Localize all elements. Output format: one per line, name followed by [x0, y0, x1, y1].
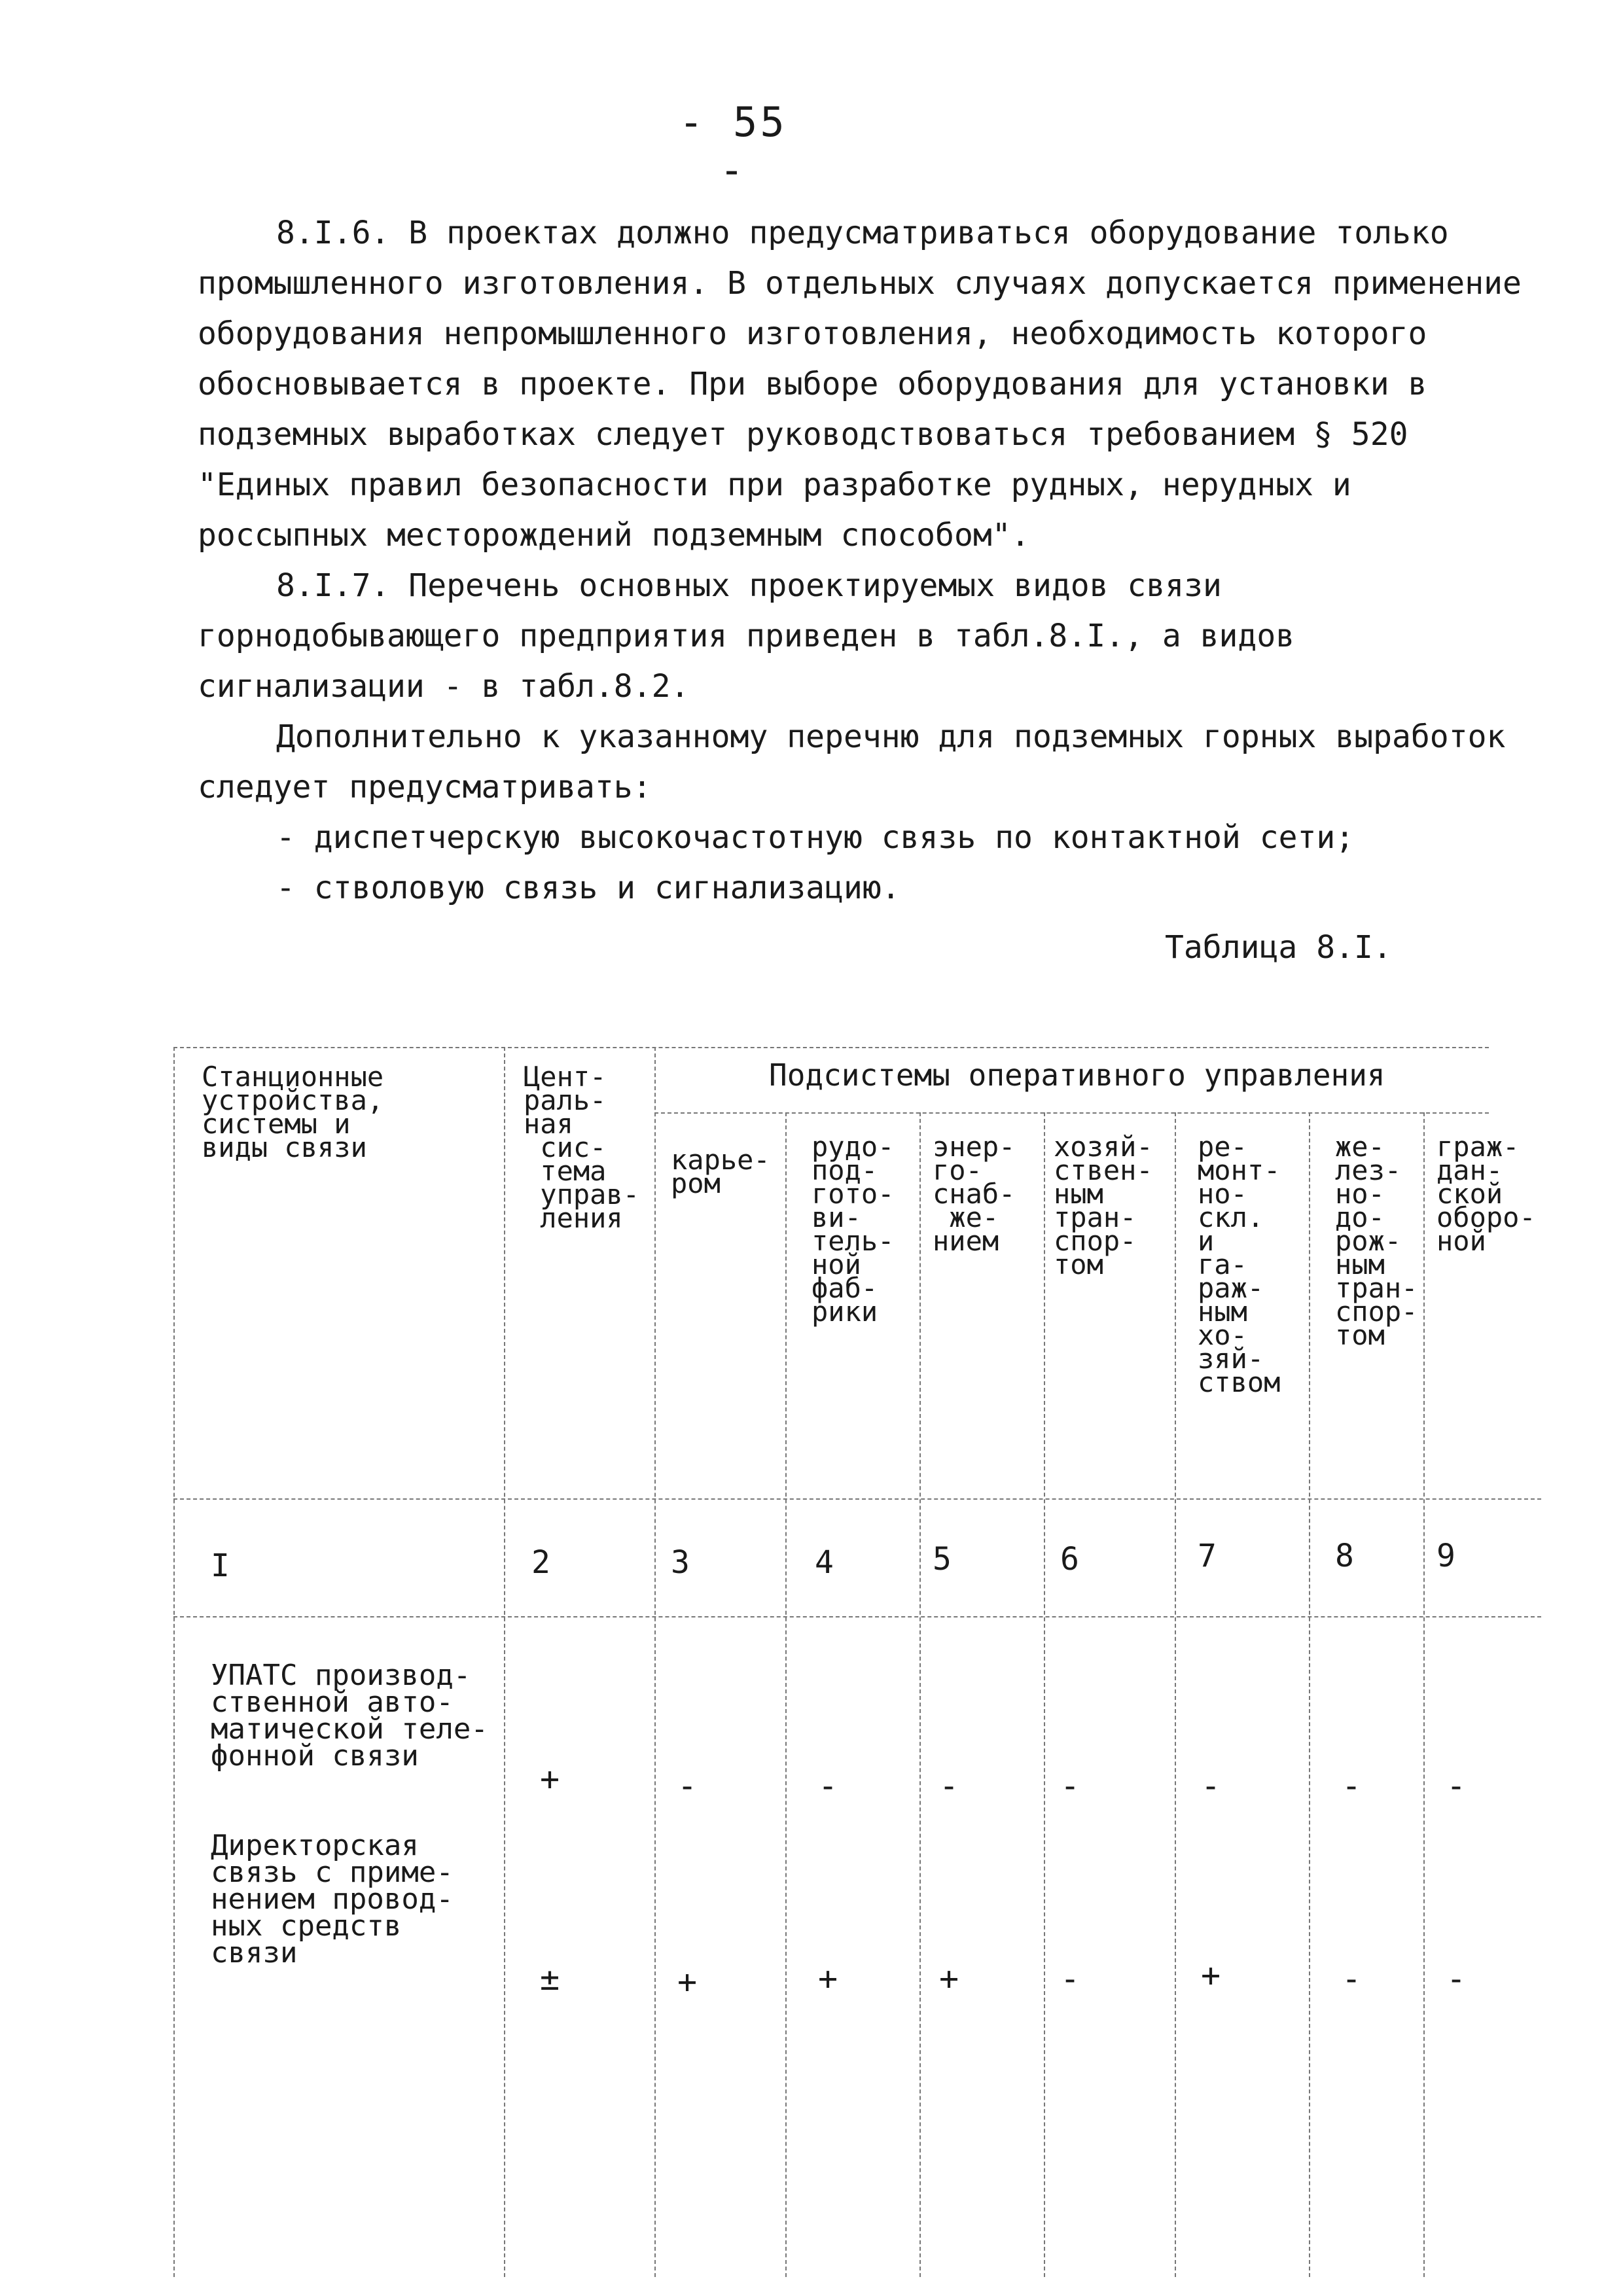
table-cell: -: [1446, 1767, 1467, 1805]
table-rule: [173, 1498, 1541, 1500]
table-rule: [785, 1112, 787, 2277]
table-cell: +: [677, 1963, 698, 2001]
column-header: Станционные устройства, системы и виды связи: [202, 1061, 384, 1163]
column-number: 4: [815, 1544, 834, 1581]
table-rule: [173, 1047, 1489, 1048]
table-cell: -: [1200, 1767, 1221, 1805]
table-rule: [654, 1047, 656, 2277]
table-cell: +: [938, 1960, 959, 1998]
table-cell: +: [1200, 1956, 1221, 1994]
table-cell: -: [1341, 1960, 1362, 1998]
column-number: I: [211, 1547, 230, 1584]
column-number: 3: [671, 1544, 690, 1581]
table-rule: [504, 1047, 505, 2277]
table-cell: -: [1341, 1767, 1362, 1805]
column-header: рудо- под- гото- ви- тель- ной фаб- рики: [812, 1131, 895, 1328]
row-name: Директорская связь с приме- нением провод- ных средств связи: [211, 1829, 454, 1969]
column-header: ре- монт- но- скл. и га- раж- ным хо- зяй- ством: [1198, 1131, 1281, 1398]
column-header: же- лез- но- до- рож- ным тран- спор- том: [1335, 1131, 1418, 1351]
list-item: - стволовую связь и сигнализацию.: [276, 870, 901, 906]
page-number: - 55 -: [679, 98, 787, 194]
table-cell: -: [1060, 1960, 1080, 1998]
table-rule: [919, 1112, 921, 2277]
table-rule: [1044, 1112, 1045, 2277]
table-rule: [1309, 1112, 1310, 2277]
table-cell: +: [817, 1960, 838, 1998]
table-cell: +: [539, 1760, 560, 1798]
column-header: энер- го- снаб- же- нием: [933, 1131, 1016, 1257]
paragraph-additional: Дополнительно к указанному перечню для подземных горных выработок следует предусматривать:: [198, 718, 1506, 805]
group-header: Подсистемы оперативного управления: [769, 1057, 1385, 1093]
column-number: 5: [933, 1541, 952, 1578]
list-item: - диспетчерскую высокочастотную связь по контактной сети;: [276, 819, 1355, 856]
column-number: 6: [1060, 1541, 1079, 1578]
table-rule: [173, 1047, 175, 2277]
column-header: граж- дан- ской оборо- ной: [1436, 1131, 1536, 1257]
table-rule: [1175, 1112, 1176, 2277]
column-number: 9: [1436, 1538, 1455, 1574]
table-caption: Таблица 8.I.: [1165, 929, 1392, 966]
column-number: 2: [531, 1544, 550, 1581]
table-cell: -: [677, 1767, 698, 1805]
paragraph-8-1-6: 8.I.6. В проектах должно предусматриваться оборудование только промышленного изготовления. В отдельных случаях допускается применение оборудования непромышленного изготовления, необходимость которого обосновывается в проекте. При выборе оборудования для установки в подземных выработках следует руководствоваться требованием § 520 "Единых правил безопасности при разработке рудных, нерудных и россыпных месторождений подземным способом".: [198, 215, 1522, 554]
table-cell: -: [938, 1767, 959, 1805]
row-name: УПАТС производ- ственной авто- матической теле- фонной связи: [211, 1659, 488, 1773]
table-cell: -: [1060, 1767, 1080, 1805]
column-header: карье- ром: [671, 1144, 770, 1199]
table-rule: [173, 1616, 1541, 1617]
table-rule: [654, 1112, 1489, 1114]
column-number: 8: [1335, 1538, 1354, 1574]
column-number: 7: [1198, 1538, 1217, 1574]
column-header: хозяй- ствен- ным тран- спор- том: [1054, 1131, 1153, 1280]
column-header: Цент- раль- ная сис- тема управ- ления: [524, 1061, 640, 1234]
table-cell: -: [817, 1767, 838, 1805]
table-cell: -: [1446, 1960, 1467, 1998]
table-cell: ±: [539, 1960, 560, 1998]
paragraph-8-1-7: 8.I.7. Перечень основных проектируемых видов связи горнодобывающего предприятия приведен в табл.8.I., а видов сигнализации - в табл.8.2.: [198, 567, 1295, 705]
table-rule: [1423, 1112, 1425, 2277]
